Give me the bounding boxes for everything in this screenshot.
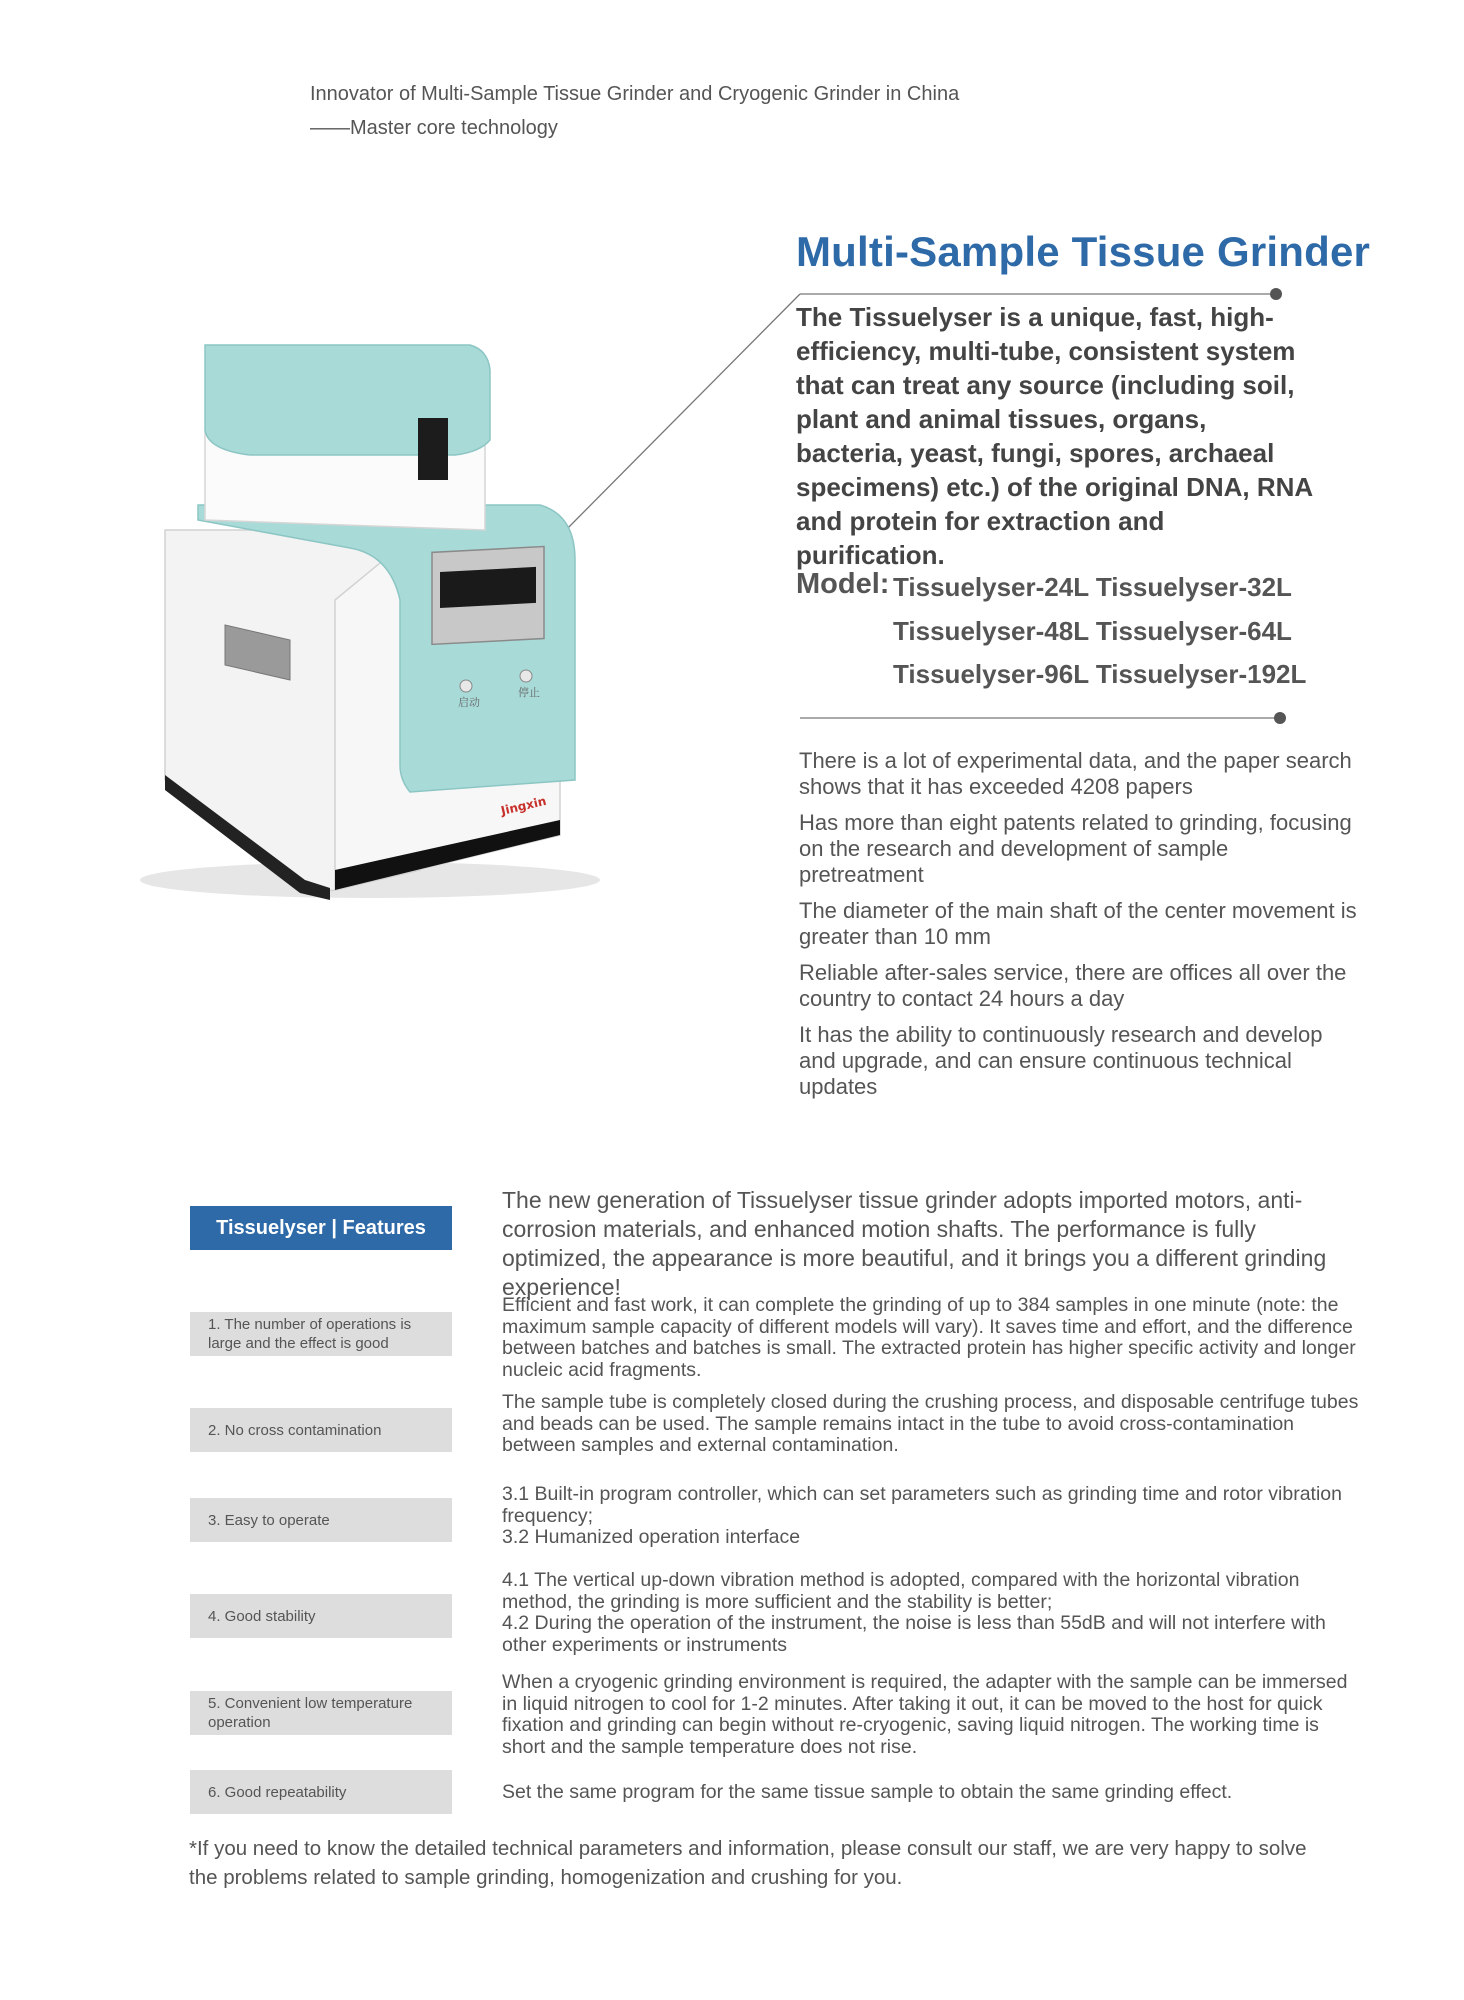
device-brand: Jingxin [499,793,548,818]
device-stop-button-label: 停止 [518,686,540,699]
feature-label: 5. Convenient low temperature operation [190,1691,452,1735]
model-line: Tissuelyser-48L Tissuelyser-64L [893,616,1292,646]
feature-text: Efficient and fast work, it can complete the grinding of up to 384 samples in one minute (note: the maximum sample capacity of different models will vary). It saves time and effort, and the difference between batches and batches is small. The extracted protein has higher specific activity and longer nucleic acid fragments. [502,1294,1356,1381]
model-line: Tissuelyser-96L Tissuelyser-192L [893,659,1307,689]
model-label: Model: [796,568,890,600]
features-heading: Tissuelyser | Features [190,1206,452,1250]
highlight-item: Has more than eight patents related to grinding, focusing on the research and development of sample pretreatment [799,810,1352,887]
feature-text: 3.1 Built-in program controller, which can set parameters such as grinding time and rotor vibration frequency; 3.2 Humanized operation interface [502,1483,1342,1548]
header-tagline: Innovator of Multi-Sample Tissue Grinder and Cryogenic Grinder in China [310,83,960,105]
feature-text: 4.1 The vertical up-down vibration method is adopted, compared with the horizontal vibration method, the grinding is more sufficient and the stability is better; 4.2 During the operation of the instrument, the noise is less than 55dB and will not interfere with other experiments or instruments [502,1569,1326,1656]
model-line: Tissuelyser-24L Tissuelyser-32L [893,572,1292,602]
feature-label: 4. Good stability [190,1594,452,1638]
highlight-item: It has the ability to continuously research and develop and upgrade, and can ensure continuous technical updates [799,1022,1323,1099]
footnote: *If you need to know the detailed technical parameters and information, please consult our staff, we are very happy to solve the problems related to sample grinding, homogenization and crushing for you. [189,1837,1307,1889]
feature-text: Set the same program for the same tissue sample to obtain the same grinding effect. [502,1781,1233,1803]
feature-text: When a cryogenic grinding environment is required, the adapter with the sample can be immersed in liquid nitrogen to cool for 1-2 minutes. After taking it out, it can be moved to the host for quick fixation and grinding can begin without re-cryogenic, saving liquid nitrogen. The working time is short and the sample temperature does not rise. [502,1671,1348,1758]
title-rule-dot [1270,288,1282,300]
highlight-item: The diameter of the main shaft of the center movement is greater than 10 mm [799,898,1357,949]
product-title: Multi-Sample Tissue Grinder [796,228,1371,275]
model-rule-dot [1274,712,1286,724]
product-description: The Tissuelyser is a unique, fast, high-efficiency, multi-tube, consistent system that can treat any source (including soil, plant and animal tissues, organs, bacteria, yeast, fungi, spores, archaeal specimens) etc.) of the original DNA, RNA and protein for extraction and purification. [796,302,1313,570]
feature-text: The sample tube is completely closed during the crushing process, and disposable centrifuge tubes and beads can be used. The sample remains intact in the tube to avoid cross-contamination between samples and external contamination. [502,1391,1359,1456]
header-subtagline: ——Master core technology [310,117,558,139]
features-intro: The new generation of Tissuelyser tissue grinder adopts imported motors, anti-corrosion materials, and enhanced motion shafts. The performance is fully optimized, the appearance is more beautiful, and it brings you a different grinding experience! [502,1187,1327,1300]
callout-line [556,294,800,540]
feature-label: 3. Easy to operate [190,1498,452,1542]
feature-label: 1. The number of operations is large and the effect is good [190,1312,452,1356]
device-start-button-label: 启动 [458,696,480,709]
feature-label: 2. No cross contamination [190,1408,452,1452]
highlights-list [799,748,1359,1110]
feature-label: 6. Good repeatability [190,1770,452,1814]
highlight-item: There is a lot of experimental data, and the paper search shows that it has exceeded 4208 papers [799,748,1352,799]
highlight-item: Reliable after-sales service, there are offices all over the country to contact 24 hours a day [799,960,1347,1011]
